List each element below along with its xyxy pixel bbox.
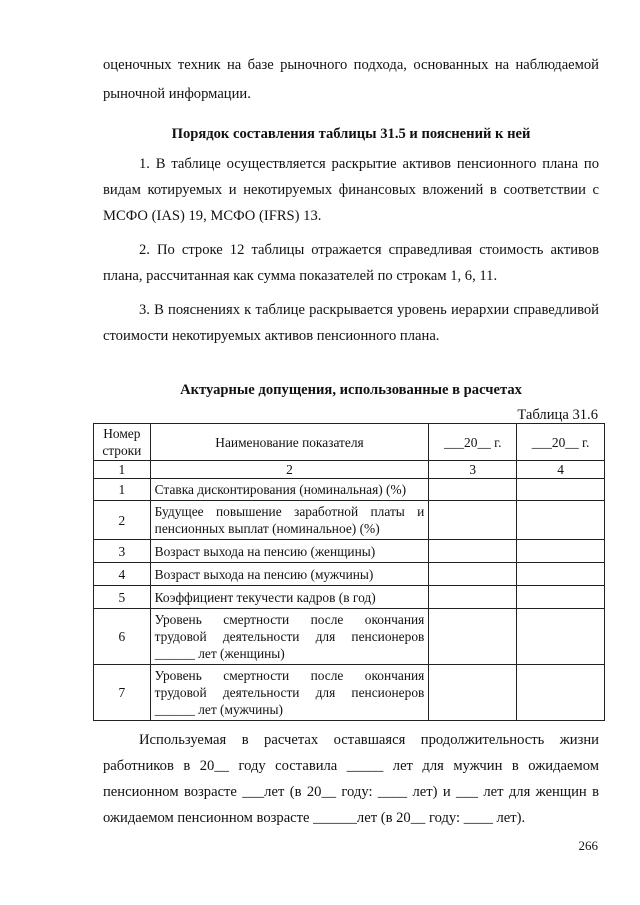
table-row [94,501,605,540]
value-year-2 [517,609,605,665]
closing-paragraph: Используемая в расчетах оставшаяся продолжительность жизни работников в 20__ году составила _____ лет для мужчин в ожидаемом пенсионном возрасте ___лет (в 20__ году: ____ лет) и ___ лет для женщин в ожидаемом пенсионном возрасте ______лет (в 20__ году: ____ лет). [103,732,599,826]
indicator-name: Коэффициент текучести кадров (в год) [150,586,429,609]
table-row [94,479,605,501]
table-row [94,586,605,609]
indicator-name: Возраст выхода на пенсию (женщины) [150,540,429,563]
col-number-4: 4 [517,461,605,479]
col-number-1: 1 [94,461,151,479]
row-number: 5 [94,586,151,609]
item-2: 2. По строке 12 таблицы отражается справедливая стоимость активов плана, рассчитанная как сумма показателей по строкам 1, 6, 11. [103,242,599,284]
table-caption: Таблица 31.6 [517,407,598,423]
indicator-name: Ставка дисконтирования (номинальная) (%) [150,479,429,501]
actuarial-assumptions-table [93,423,605,721]
row-number: 3 [94,540,151,563]
value-year-1 [429,501,517,540]
indicator-name: Возраст выхода на пенсию (мужчины) [150,563,429,586]
value-year-2 [517,665,605,721]
section-heading: Порядок составления таблицы 31.5 и пояснений к ней [171,126,531,142]
col-number-3: 3 [429,461,517,479]
value-year-2 [517,586,605,609]
table-row [94,665,605,721]
row-number: 6 [94,609,151,665]
header-row-number: Номер строки [94,424,151,461]
value-year-1 [429,665,517,721]
value-year-2 [517,501,605,540]
table-row [94,540,605,563]
value-year-1 [429,540,517,563]
row-number: 4 [94,563,151,586]
indicator-name: Уровень смертности после окончания трудовой деятельности для пенсионеров ______ лет (женщины) [150,609,429,665]
column-number-row [94,461,605,479]
indicator-name: Уровень смертности после окончания трудовой деятельности для пенсионеров ______ лет (мужчины) [150,665,429,721]
indicator-name: Будущее повышение заработной платы и пенсионных выплат (номинальное) (%) [150,501,429,540]
table-row [94,609,605,665]
item-3: 3. В пояснениях к таблице раскрывается уровень иерархии справедливой стоимости некотируемых активов пенсионного плана. [103,302,599,344]
intro-line-1: оценочных техник на базе рыночного подхода, основанных на наблюдаемой [103,57,599,73]
page-number: 266 [578,838,598,853]
table-heading: Актуарные допущения, использованные в расчетах [180,382,522,398]
item-1: 1. В таблице осуществляется раскрытие активов пенсионного плана по видам котируемых и некотируемых финансовых вложений в соответствии с МСФО (IAS) 19, МСФО (IFRS) 13. [103,156,599,224]
value-year-1 [429,586,517,609]
row-number: 2 [94,501,151,540]
header-indicator-name: Наименование показателя [150,424,429,461]
table-header-row [94,424,605,461]
table-row [94,563,605,586]
value-year-1 [429,563,517,586]
value-year-1 [429,609,517,665]
value-year-1 [429,479,517,501]
header-year-2: ___20__ г. [517,424,605,461]
value-year-2 [517,563,605,586]
row-number: 1 [94,479,151,501]
col-number-2: 2 [150,461,429,479]
value-year-2 [517,540,605,563]
header-year-1: ___20__ г. [429,424,517,461]
intro-line-2: рыночной информации. [103,86,251,102]
value-year-2 [517,479,605,501]
row-number: 7 [94,665,151,721]
